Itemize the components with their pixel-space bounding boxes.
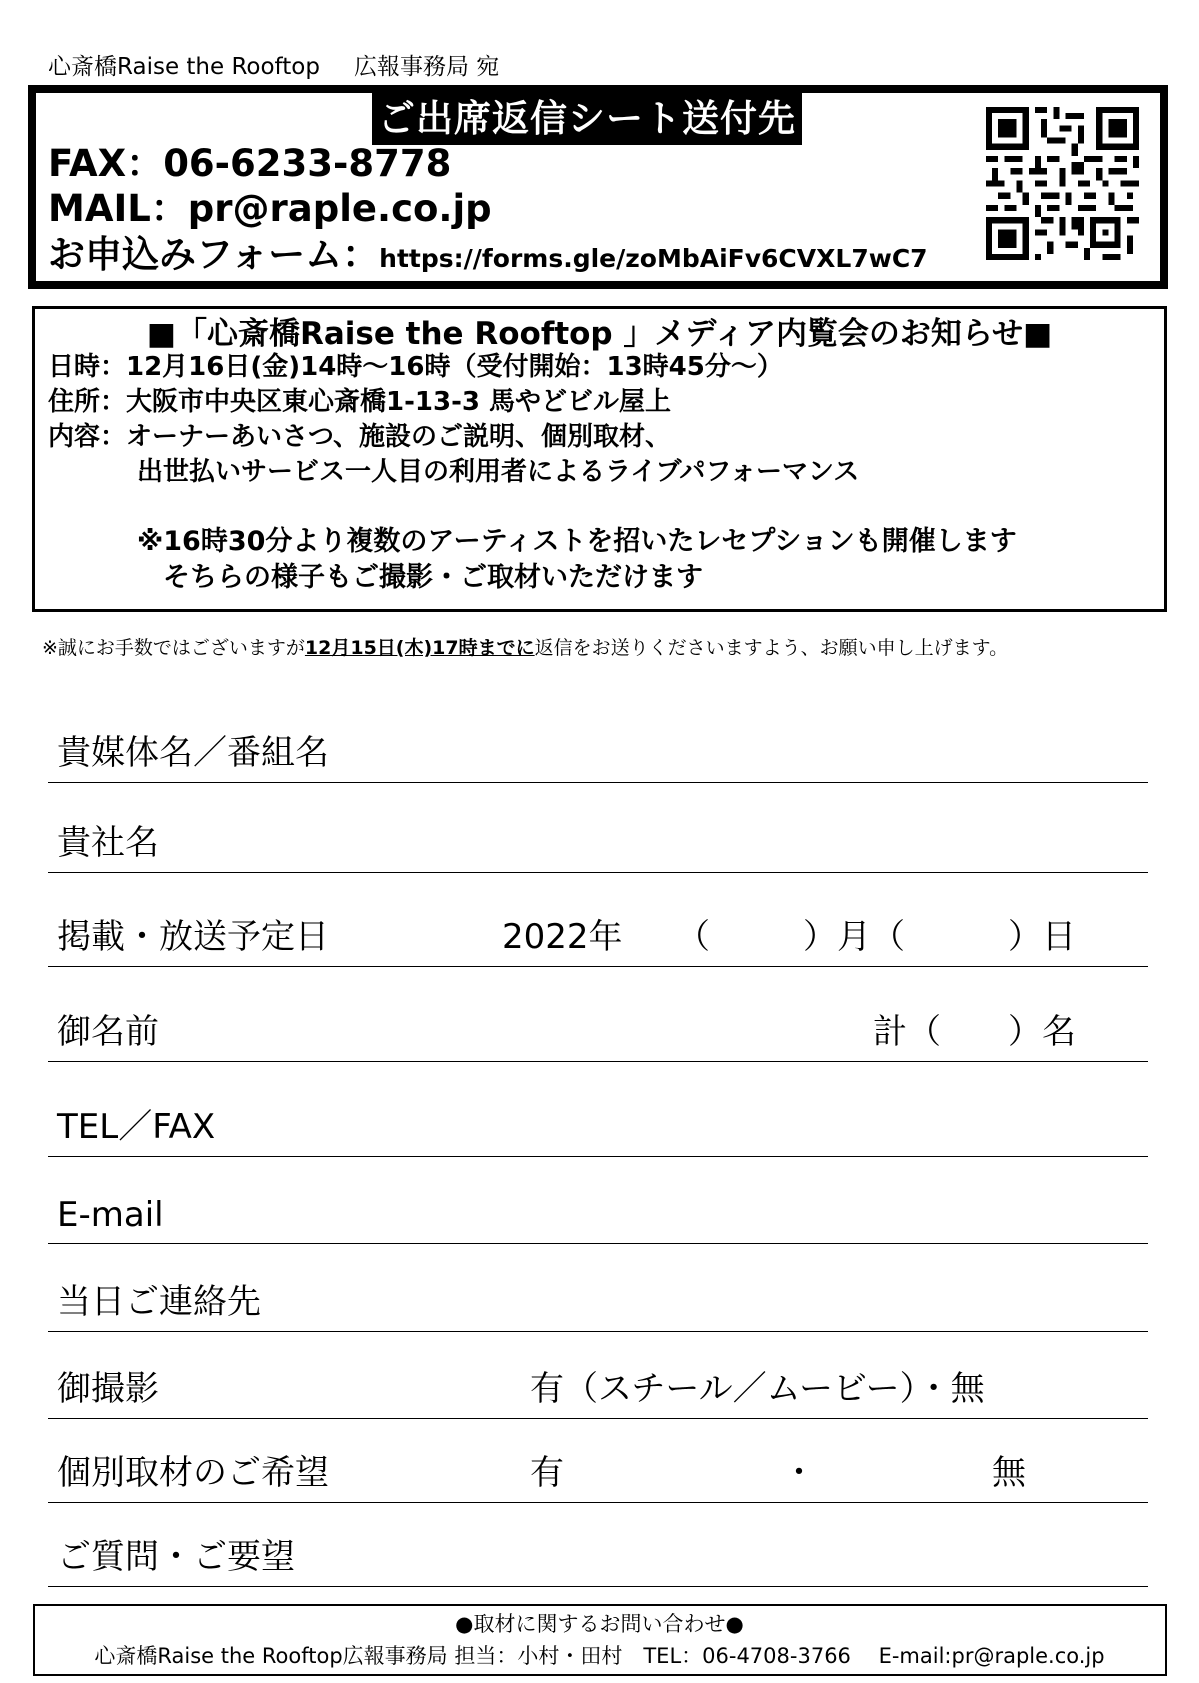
interview-no-option[interactable]: 無: [992, 1453, 1026, 1493]
interview-label: 個別取材のご希望: [57, 1453, 329, 1493]
qr-code-icon: [986, 107, 1139, 260]
name-label: 御名前: [57, 1012, 159, 1052]
contact-title: ●取材に関するお問い合わせ●: [455, 1612, 744, 1636]
addressee-org: 心斎橋Raise the Rooftop: [48, 54, 320, 80]
interview-separator: ・: [782, 1453, 816, 1493]
publish-date-field[interactable]: [48, 906, 1148, 967]
media-name-label: 貴媒体名／番組名: [57, 733, 329, 773]
mail-address: MAIL：pr@raple.co.jp: [48, 187, 492, 230]
reception-note-continued: そちらの様子もご撮影・ご取材いただけます: [163, 562, 703, 593]
deadline-date: 12月15日(木)17時までに: [304, 637, 535, 659]
attendee-count-unit: ）名: [1008, 1012, 1076, 1052]
name-field[interactable]: [48, 1001, 1148, 1062]
company-field[interactable]: [48, 812, 1148, 873]
email-field[interactable]: [48, 1183, 1148, 1244]
deadline-post: 返信をお送りくださいますよう、お願い申し上げます。: [534, 637, 1009, 659]
questions-label: ご質問・ご要望: [57, 1537, 295, 1577]
notice-title: ■「心斎橋Raise the Rooftop 」メディア内覧会のお知らせ■: [146, 316, 1053, 352]
interview-yes-option[interactable]: 有: [530, 1453, 564, 1493]
event-content: 内容：オーナーあいさつ、施設のご説明、個別取材、: [48, 422, 671, 452]
form-url[interactable]: https://forms.gle/zoMbAiFv6CVXL7wC7: [379, 244, 928, 273]
fax-number: FAX：06-6233-8778: [48, 142, 452, 185]
publish-year: 2022年: [502, 917, 623, 957]
contact-details: 心斎橋Raise the Rooftop広報事務局 担当：小村・田村 TEL：06-4708-3766 E-mail:pr@raple.co.jp: [94, 1644, 1105, 1668]
send-to-title: ご出席返信シート送付先: [372, 92, 802, 145]
day-contact-field[interactable]: [48, 1271, 1148, 1332]
shooting-label: 御撮影: [57, 1369, 159, 1409]
form-line: [48, 233, 928, 281]
addressee: [48, 48, 499, 81]
month-open-paren: （: [676, 917, 710, 957]
publish-date-label: 掲載・放送予定日: [57, 917, 329, 957]
shooting-field[interactable]: [48, 1358, 1148, 1419]
reception-note: ※16時30分より複数のアーティストを招いたレセプションも開催します: [137, 526, 1017, 557]
interview-field[interactable]: [48, 1442, 1148, 1503]
questions-field[interactable]: [48, 1526, 1148, 1587]
event-content-continued: 出世払いサービス一人目の利用者によるライブパフォーマンス: [137, 457, 860, 487]
company-label: 貴社名: [57, 823, 159, 863]
month-label: ）月（: [803, 917, 905, 957]
addressee-dept: 広報事務局 宛: [353, 54, 500, 80]
deadline-note: [42, 633, 1008, 660]
event-address: 住所：大阪市中央区東心斎橋1-13-3 馬やどビル屋上: [48, 387, 671, 417]
media-name-field[interactable]: [48, 722, 1148, 783]
day-contact-label: 当日ご連絡先: [57, 1282, 261, 1322]
shooting-options[interactable]: 有（スチール／ムービー）・無: [530, 1369, 985, 1409]
form-label: お申込みフォーム：: [48, 233, 380, 276]
tel-fax-label: TEL／FAX: [57, 1107, 216, 1147]
day-label: ）日: [1008, 917, 1076, 957]
deadline-pre: ※誠にお手数ではございますが: [42, 637, 305, 659]
tel-fax-field[interactable]: [48, 1096, 1148, 1157]
attendee-count-label: 計（: [873, 1012, 941, 1052]
event-datetime: 日時：12月16日(金)14時～16時（受付開始：13時45分～）: [48, 352, 783, 382]
email-label: E-mail: [57, 1195, 164, 1235]
